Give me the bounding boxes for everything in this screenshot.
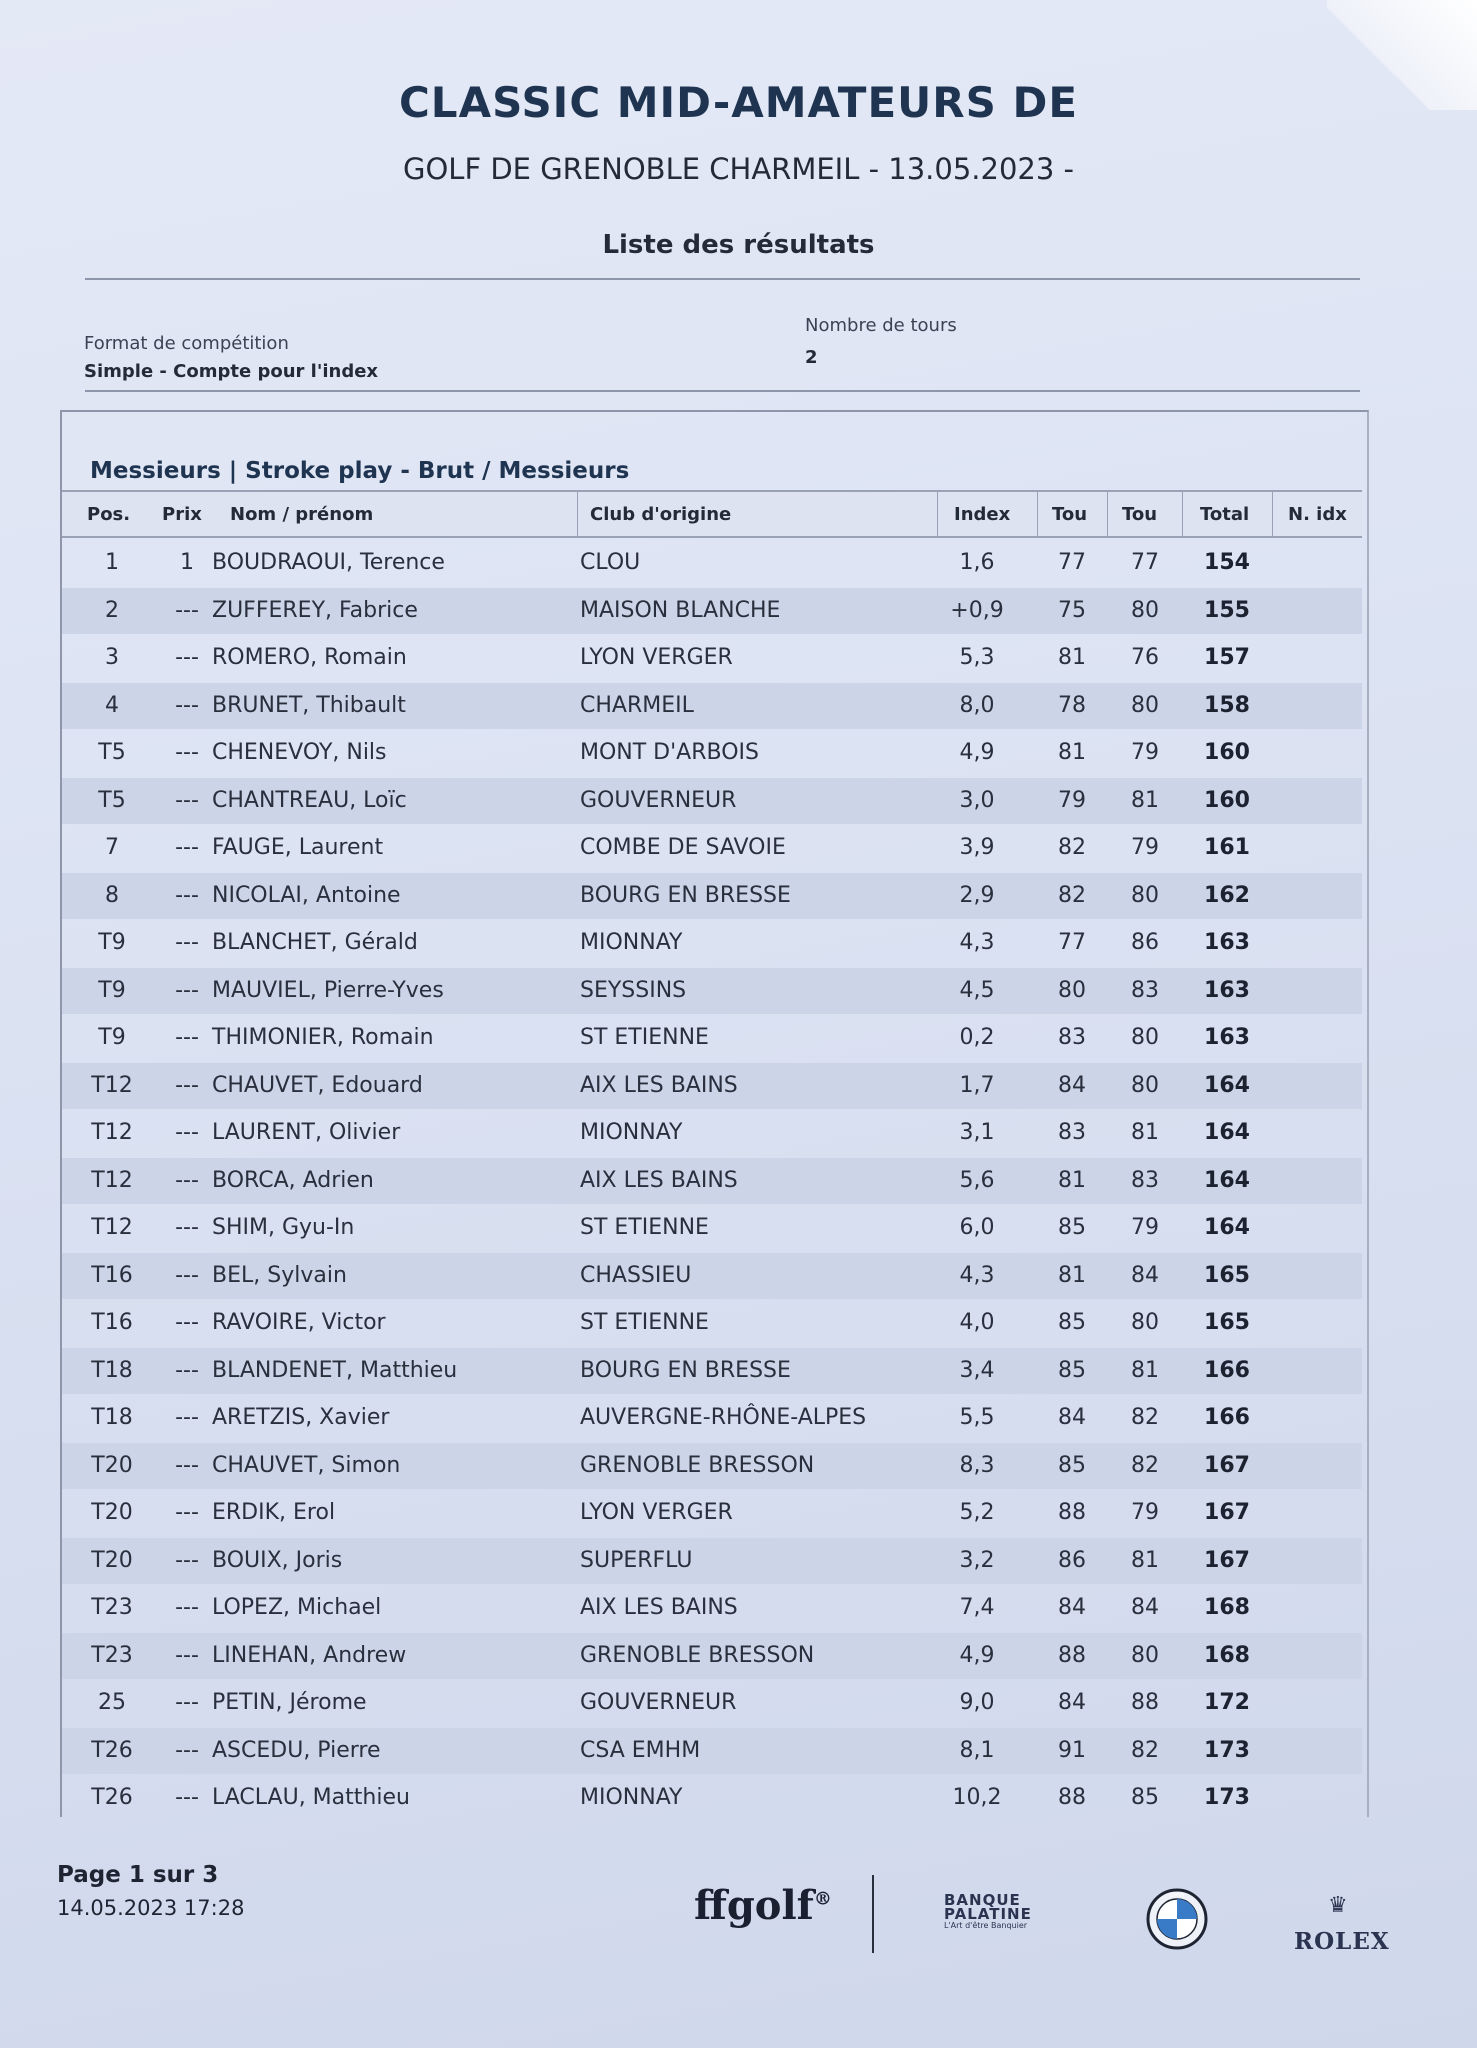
club-name: MIONNAY: [580, 1785, 683, 1810]
pos-cell: T26: [91, 1737, 133, 1763]
total-score: 164: [1204, 1215, 1250, 1240]
logo-separator: [872, 1875, 874, 1953]
total-score: 167: [1204, 1500, 1250, 1525]
round1-score: 88: [1058, 1642, 1086, 1668]
col-round2: Tou: [1122, 504, 1158, 525]
total-score: 173: [1204, 1785, 1250, 1810]
total-score: 172: [1204, 1690, 1250, 1715]
prize-cell: ---: [175, 1167, 199, 1193]
total-score: 166: [1204, 1357, 1250, 1383]
round2-score: 84: [1131, 1595, 1159, 1620]
club-name: MIONNAY: [580, 930, 683, 955]
pos-cell: T18: [91, 1357, 133, 1383]
player-name: NICOLAI, Antoine: [212, 882, 401, 908]
table-row: [62, 683, 1362, 729]
index-cell: 3,2: [959, 1547, 995, 1573]
index-cell: 8,0: [959, 692, 995, 718]
col-new-index: N. idx: [1288, 504, 1347, 525]
club-name: CSA EMHM: [580, 1737, 701, 1763]
prize-cell: ---: [175, 787, 199, 813]
round2-score: 81: [1131, 1547, 1159, 1573]
table-row: [62, 730, 1362, 776]
total-score: 155: [1204, 597, 1250, 623]
col-index: Index: [954, 504, 1011, 525]
player-name: BEL, Sylvain: [212, 1262, 347, 1288]
player-name: PETIN, Jérome: [212, 1690, 367, 1715]
round1-score: 91: [1058, 1737, 1086, 1763]
prize-cell: ---: [175, 1595, 199, 1620]
prize-cell: ---: [175, 1310, 199, 1335]
prize-cell: ---: [175, 977, 199, 1003]
club-name: AIX LES BAINS: [580, 1595, 738, 1620]
player-name: BRUNET, Thibault: [212, 692, 406, 718]
player-name: FAUGE, Laurent: [212, 835, 384, 860]
registered-mark: ®: [813, 1888, 832, 1910]
round2-score: 81: [1131, 1357, 1159, 1383]
round1-score: 84: [1058, 1690, 1086, 1715]
index-cell: 4,5: [959, 977, 995, 1003]
player-name: LACLAU, Matthieu: [212, 1785, 410, 1810]
table-row: [62, 1775, 1362, 1821]
pos-cell: T12: [91, 1072, 133, 1098]
club-name: LYON VERGER: [580, 1500, 733, 1525]
table-row: [62, 873, 1362, 919]
round1-score: 83: [1058, 1120, 1086, 1145]
player-name: BLANDENET, Matthieu: [212, 1357, 458, 1383]
col-divider: [937, 492, 938, 536]
table-row: [62, 1728, 1362, 1774]
table-row: [62, 825, 1362, 871]
divider: [85, 278, 1360, 280]
pos-cell: 25: [98, 1690, 126, 1715]
prize-cell: ---: [175, 1690, 199, 1715]
index-cell: 4,9: [959, 1642, 995, 1668]
total-score: 168: [1204, 1595, 1250, 1620]
prize-cell: ---: [175, 1072, 199, 1098]
pos-cell: T12: [91, 1120, 133, 1145]
player-name: SHIM, Gyu-In: [212, 1215, 355, 1240]
prize-cell: ---: [175, 645, 199, 670]
pos-cell: T20: [91, 1452, 133, 1478]
prize-cell: ---: [175, 835, 199, 860]
total-score: 160: [1204, 787, 1250, 813]
total-score: 167: [1204, 1547, 1250, 1573]
player-name: ARETZIS, Xavier: [212, 1405, 390, 1430]
prize-cell: ---: [175, 1737, 199, 1763]
club-name: GRENOBLE BRESSON: [580, 1642, 815, 1668]
club-name: COMBE DE SAVOIE: [580, 835, 786, 860]
prize-cell: ---: [175, 882, 199, 908]
prize-cell: ---: [175, 1547, 199, 1573]
round1-score: 88: [1058, 1785, 1086, 1810]
pos-cell: T16: [91, 1310, 133, 1335]
section-title: Liste des résultats: [602, 230, 875, 260]
round1-score: 82: [1058, 882, 1086, 908]
index-cell: 3,1: [959, 1120, 995, 1145]
banque-logo-line2: PALATINE: [944, 1905, 1032, 1923]
round1-score: 83: [1058, 1025, 1086, 1050]
total-score: 165: [1204, 1310, 1250, 1335]
round1-score: 78: [1058, 692, 1086, 718]
table-row: [62, 1063, 1362, 1109]
player-name: BOUDRAOUI, Terence: [212, 550, 445, 575]
round2-score: 80: [1131, 1072, 1159, 1098]
table-row: [62, 1300, 1362, 1346]
pos-cell: T26: [91, 1785, 133, 1810]
index-cell: 2,9: [959, 882, 995, 908]
pos-cell: 8: [105, 882, 119, 908]
col-prix: Prix: [162, 504, 202, 525]
total-score: 158: [1204, 692, 1250, 718]
format-value: Simple - Compte pour l'index: [84, 361, 379, 382]
table-row: [62, 588, 1362, 634]
round2-score: 88: [1131, 1690, 1159, 1715]
index-cell: 3,9: [959, 835, 995, 860]
prize-cell: ---: [175, 1452, 199, 1478]
round1-score: 85: [1058, 1357, 1086, 1383]
club-name: AIX LES BAINS: [580, 1072, 738, 1098]
player-name: CHENEVOY, Nils: [212, 740, 387, 765]
round1-score: 86: [1058, 1547, 1086, 1573]
col-divider: [1107, 492, 1108, 536]
document-title: CLASSIC MID-AMATEURS DE: [398, 78, 1079, 127]
table-row: [62, 1443, 1362, 1489]
rounds-label: Nombre de tours: [805, 315, 957, 336]
player-name: ROMERO, Romain: [212, 645, 407, 670]
pos-cell: T5: [98, 740, 126, 765]
col-divider: [1272, 492, 1273, 536]
player-name: LAURENT, Olivier: [212, 1120, 401, 1145]
pos-cell: 2: [105, 597, 119, 623]
index-cell: 8,1: [959, 1737, 995, 1763]
player-name: THIMONIER, Romain: [212, 1025, 434, 1050]
bmw-logo-text: BMW: [1169, 1892, 1185, 1899]
table-row: [62, 1015, 1362, 1061]
col-divider: [577, 492, 578, 536]
round2-score: 80: [1131, 1642, 1159, 1668]
col-club: Club d'origine: [590, 504, 732, 525]
round2-score: 80: [1131, 1025, 1159, 1050]
total-score: 167: [1204, 1452, 1250, 1478]
total-score: 164: [1204, 1167, 1250, 1193]
col-name: Nom / prénom: [230, 504, 374, 525]
total-score: 163: [1204, 1025, 1250, 1050]
round1-score: 77: [1058, 550, 1086, 575]
round2-score: 80: [1131, 692, 1159, 718]
index-cell: 4,3: [959, 930, 995, 955]
prize-cell: ---: [175, 740, 199, 765]
round2-score: 84: [1131, 1262, 1159, 1288]
table-row: [62, 1253, 1362, 1299]
club-name: CHARMEIL: [580, 692, 694, 718]
prize-cell: ---: [175, 930, 199, 955]
print-date: 14.05.2023 17:28: [57, 1896, 245, 1920]
club-name: ST ETIENNE: [580, 1310, 709, 1335]
club-name: MIONNAY: [580, 1120, 683, 1145]
round2-score: 82: [1131, 1737, 1159, 1763]
table-title: Messieurs | Stroke play - Brut / Messieurs: [90, 458, 630, 484]
index-cell: 5,3: [959, 645, 995, 670]
total-score: 165: [1204, 1262, 1250, 1288]
ffgolf-logo: [694, 1882, 832, 1929]
round2-score: 79: [1131, 1215, 1159, 1240]
document-subtitle: GOLF DE GRENOBLE CHARMEIL - 13.05.2023 -: [402, 152, 1074, 186]
club-name: MAISON BLANCHE: [580, 597, 781, 623]
table-row: [62, 778, 1362, 824]
club-name: GOUVERNEUR: [580, 1690, 737, 1715]
pos-cell: T12: [91, 1215, 133, 1240]
club-name: CHASSIEU: [580, 1262, 692, 1288]
index-cell: 3,4: [959, 1357, 995, 1383]
pos-cell: T9: [98, 977, 126, 1003]
club-name: ST ETIENNE: [580, 1025, 709, 1050]
round2-score: 80: [1131, 882, 1159, 908]
round2-score: 80: [1131, 597, 1159, 623]
divider: [85, 390, 1360, 392]
round1-score: 85: [1058, 1452, 1086, 1478]
table-row: [62, 1585, 1362, 1631]
index-cell: 0,2: [959, 1025, 995, 1050]
round1-score: 77: [1058, 930, 1086, 955]
index-cell: 4,0: [959, 1310, 995, 1335]
club-name: BOURG EN BRESSE: [580, 882, 791, 908]
round1-score: 79: [1058, 787, 1086, 813]
table-row: [62, 1110, 1362, 1156]
round2-score: 79: [1131, 835, 1159, 860]
player-name: BLANCHET, Gérald: [212, 930, 418, 955]
table-row: [62, 540, 1362, 586]
round2-score: 82: [1131, 1452, 1159, 1478]
pos-cell: 1: [105, 550, 119, 575]
prize-cell: ---: [175, 1405, 199, 1430]
col-round1: Tou: [1052, 504, 1088, 525]
pos-cell: T9: [98, 930, 126, 955]
index-cell: 5,6: [959, 1167, 995, 1193]
table-row: [62, 1538, 1362, 1584]
col-pos: Pos.: [87, 504, 131, 525]
col-divider: [1037, 492, 1038, 536]
player-name: BORCA, Adrien: [212, 1167, 374, 1193]
club-name: SUPERFLU: [580, 1547, 693, 1573]
player-name: RAVOIRE, Victor: [212, 1310, 386, 1335]
index-cell: 5,2: [959, 1500, 995, 1525]
index-cell: 1,6: [959, 550, 995, 575]
total-score: 173: [1204, 1737, 1250, 1763]
total-score: 164: [1204, 1120, 1250, 1145]
prize-cell: ---: [175, 692, 199, 718]
pos-cell: T20: [91, 1500, 133, 1525]
table-row: [62, 1395, 1362, 1441]
prize-cell: ---: [175, 597, 199, 623]
total-score: 163: [1204, 930, 1250, 955]
index-cell: 10,2: [952, 1785, 1002, 1810]
round1-score: 84: [1058, 1595, 1086, 1620]
club-name: ST ETIENNE: [580, 1215, 709, 1240]
ffgolf-logo-text: ffgolf: [694, 1882, 814, 1929]
prize-cell: ---: [175, 1215, 199, 1240]
total-score: 154: [1204, 550, 1250, 575]
prize-cell: ---: [175, 1262, 199, 1288]
table-row: [62, 968, 1362, 1014]
pos-cell: T18: [91, 1405, 133, 1430]
round2-score: 86: [1131, 930, 1159, 955]
pos-cell: T23: [91, 1642, 133, 1668]
player-name: CHANTREAU, Loïc: [212, 787, 407, 813]
index-cell: 6,0: [959, 1215, 995, 1240]
round1-score: 84: [1058, 1405, 1086, 1430]
club-name: CLOU: [580, 550, 641, 575]
index-cell: 7,4: [959, 1595, 995, 1620]
index-cell: +0,9: [950, 597, 1004, 623]
round2-score: 77: [1131, 550, 1159, 575]
club-name: BOURG EN BRESSE: [580, 1357, 791, 1383]
round2-score: 83: [1131, 1167, 1159, 1193]
player-name: ERDIK, Erol: [212, 1500, 336, 1525]
prize-cell: ---: [175, 1642, 199, 1668]
pos-cell: 3: [105, 645, 119, 670]
total-score: 166: [1204, 1405, 1250, 1430]
club-name: MONT D'ARBOIS: [580, 740, 759, 765]
pos-cell: T9: [98, 1025, 126, 1050]
club-name: LYON VERGER: [580, 645, 733, 670]
round2-score: 81: [1131, 787, 1159, 813]
prize-cell: ---: [175, 1500, 199, 1525]
total-score: 163: [1204, 977, 1250, 1003]
pos-cell: T5: [98, 787, 126, 813]
prize-cell: ---: [175, 1785, 199, 1810]
banque-palatine-logo: [944, 1893, 1074, 1930]
index-cell: 1,7: [959, 1072, 995, 1098]
round1-score: 85: [1058, 1215, 1086, 1240]
prize-cell: ---: [175, 1120, 199, 1145]
table-row: [62, 1680, 1362, 1726]
player-name: ZUFFEREY, Fabrice: [212, 597, 418, 623]
round2-score: 80: [1131, 1310, 1159, 1335]
table-row: [62, 920, 1362, 966]
pos-cell: T16: [91, 1262, 133, 1288]
table-row: [62, 1205, 1362, 1251]
pos-cell: T23: [91, 1595, 133, 1620]
total-score: 168: [1204, 1642, 1250, 1668]
round1-score: 81: [1058, 1262, 1086, 1288]
round2-score: 79: [1131, 1500, 1159, 1525]
round1-score: 81: [1058, 1167, 1086, 1193]
club-name: GRENOBLE BRESSON: [580, 1452, 815, 1478]
format-label: Format de compétition: [84, 333, 289, 354]
banque-logo-tagline: L'Art d'être Banquier: [944, 1921, 1028, 1930]
round2-score: 85: [1131, 1785, 1159, 1810]
player-name: BOUIX, Joris: [212, 1547, 343, 1573]
round1-score: 81: [1058, 740, 1086, 765]
club-name: SEYSSINS: [580, 977, 687, 1003]
player-name: MAUVIEL, Pierre-Yves: [212, 977, 444, 1003]
round1-score: 85: [1058, 1310, 1086, 1335]
index-cell: 4,9: [959, 740, 995, 765]
index-cell: 8,3: [959, 1452, 995, 1478]
table-row: [62, 1158, 1362, 1204]
total-score: 164: [1204, 1072, 1250, 1098]
round1-score: 81: [1058, 645, 1086, 670]
prize-cell: ---: [175, 1357, 199, 1383]
player-name: LINEHAN, Andrew: [212, 1642, 407, 1668]
club-name: AIX LES BAINS: [580, 1167, 738, 1193]
prize-cell: ---: [175, 1025, 199, 1050]
table-header: [62, 490, 1362, 538]
club-name: GOUVERNEUR: [580, 787, 737, 813]
player-name: CHAUVET, Edouard: [212, 1072, 423, 1098]
player-name: ASCEDU, Pierre: [212, 1737, 381, 1763]
pos-cell: 7: [105, 835, 119, 860]
round2-score: 83: [1131, 977, 1159, 1003]
col-total: Total: [1200, 504, 1250, 525]
total-score: 157: [1204, 645, 1250, 670]
player-name: LOPEZ, Michael: [212, 1595, 382, 1620]
index-cell: 9,0: [959, 1690, 995, 1715]
banque-logo-line1: BANQUE: [944, 1891, 1021, 1909]
rolex-logo: ROLEX: [1294, 1928, 1390, 1955]
rounds-value: 2: [805, 347, 818, 368]
round1-score: 84: [1058, 1072, 1086, 1098]
bmw-logo: [1146, 1888, 1208, 1950]
index-cell: 3,0: [959, 787, 995, 813]
round1-score: 88: [1058, 1500, 1086, 1525]
round2-score: 79: [1131, 740, 1159, 765]
prize-cell: 1: [180, 550, 194, 575]
table-row: [62, 635, 1362, 681]
table-row: [62, 1490, 1362, 1536]
table-row: [62, 1633, 1362, 1679]
pos-cell: T12: [91, 1167, 133, 1193]
pos-cell: 4: [105, 692, 119, 718]
total-score: 162: [1204, 882, 1250, 908]
page-indicator: Page 1 sur 3: [57, 1862, 219, 1888]
round2-score: 76: [1131, 645, 1159, 670]
col-divider: [1182, 492, 1183, 536]
table-row: [62, 1348, 1362, 1394]
total-score: 160: [1204, 740, 1250, 765]
index-cell: 5,5: [959, 1405, 995, 1430]
round1-score: 82: [1058, 835, 1086, 860]
round2-score: 82: [1131, 1405, 1159, 1430]
round1-score: 75: [1058, 597, 1086, 623]
crown-icon: ♛: [1328, 1893, 1348, 1918]
player-name: CHAUVET, Simon: [212, 1452, 401, 1478]
club-name: AUVERGNE-RHÔNE-ALPES: [580, 1405, 867, 1430]
pos-cell: T20: [91, 1547, 133, 1573]
index-cell: 4,3: [959, 1262, 995, 1288]
round1-score: 80: [1058, 977, 1086, 1003]
round2-score: 81: [1131, 1120, 1159, 1145]
total-score: 161: [1204, 835, 1250, 860]
